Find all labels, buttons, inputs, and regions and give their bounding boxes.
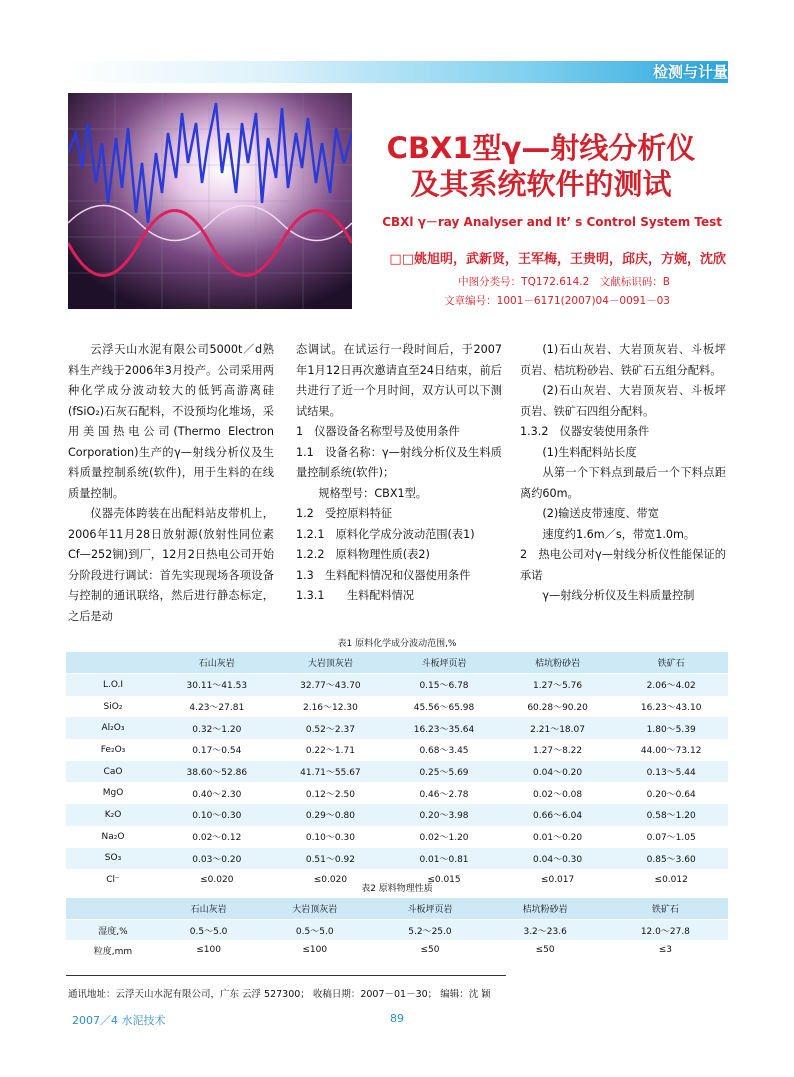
row-label: MgO xyxy=(66,782,160,804)
table-cell: ≤50 xyxy=(488,940,603,960)
table-cell: 5.2～25.0 xyxy=(372,920,487,941)
table-cell: ≤0.012 xyxy=(614,869,728,891)
table-cell: 12.0～27.8 xyxy=(603,920,728,941)
paragraph: 规格型号：CBX1型。 xyxy=(318,486,427,500)
classification-number: 中图分类号：TQ172.614.2 文献标识码：B xyxy=(458,276,670,288)
table1-chemical-composition xyxy=(66,652,728,891)
paragraph: 1.3.1 生料配料情况 xyxy=(296,589,414,602)
table2-physical-properties xyxy=(66,898,728,960)
table-cell: 2.06～4.02 xyxy=(614,674,728,696)
table-cell: 4.23～27.81 xyxy=(160,696,274,718)
table-cell: 1.27～8.22 xyxy=(501,739,615,761)
column-header: 石山灰岩 xyxy=(160,652,274,674)
table-cell: 16.23～43.10 xyxy=(614,696,728,718)
table-cell: 0.10～0.30 xyxy=(160,804,274,826)
table-cell: 1.80～5.39 xyxy=(614,717,728,739)
table-cell: ≤100 xyxy=(257,940,372,960)
table-row xyxy=(66,804,728,826)
paragraph: γ—射线分析仪及生料质量控制 xyxy=(542,589,695,602)
paragraph: 1 仪器设备名称型号及使用条件 xyxy=(296,425,460,438)
table-cell: 60.28～90.20 xyxy=(501,696,615,718)
table-cell: 0.10～0.30 xyxy=(274,826,388,848)
column-header: 大岩顶灰岩 xyxy=(257,898,372,920)
table-cell: 44.00～73.12 xyxy=(614,739,728,761)
column-header xyxy=(66,898,160,920)
table-cell: 0.20～3.98 xyxy=(387,804,501,826)
table1-caption: 表1 原料化学成分波动范围,% xyxy=(337,639,457,649)
row-label: 湿度,% xyxy=(66,920,160,941)
table-row xyxy=(66,826,728,848)
table-row xyxy=(66,761,728,783)
footnote: 通讯地址：云浮天山水泥有限公司，广东 云浮 527300； 收稿日期：2007－01－30； 编辑：沈 颖 xyxy=(68,989,491,1000)
hero-image xyxy=(68,93,352,309)
paragraph: 1.1 设备名称：γ—射线分析仪及生料质量控制系统(软件)； xyxy=(296,445,502,479)
paragraph: 仪器壳体跨装在出配料站皮带机上，2006年11月28日放射源(放射性同位素Cf—252锎)到厂，12月2日热电公司开始分阶段进行调试：首先实现现场各项设备与控制的通讯联络，然后进行静态标定，之后是动 xyxy=(68,507,274,623)
table-cell: 0.04～0.20 xyxy=(501,761,615,783)
column-header: 斗板坪页岩 xyxy=(372,898,487,920)
paragraph: 速度约1.6m／s，带宽1.0m。 xyxy=(542,527,696,541)
paragraph: 1.3.2 仪器安装使用条件 xyxy=(520,425,650,438)
page-number: 89 xyxy=(390,1012,404,1025)
column-header xyxy=(66,652,160,674)
column-header: 石山灰岩 xyxy=(160,898,257,920)
article-title xyxy=(356,130,726,202)
table-cell: 0.32～1.20 xyxy=(160,717,274,739)
paragraph: (1)石山灰岩、大岩顶灰岩、斗板坪页岩、桔坑粉砂岩、铁矿石五组分配料。 xyxy=(520,343,726,377)
row-label: Na₂O xyxy=(66,826,160,848)
section-tag: 检测与计量 xyxy=(652,63,728,81)
row-label: SiO₂ xyxy=(66,696,160,718)
table-cell: 0.13～5.44 xyxy=(614,761,728,783)
paragraph: 1.3 生料配料情况和仪器使用条件 xyxy=(296,568,471,582)
table-cell: 0.04～0.30 xyxy=(501,848,615,870)
table-row xyxy=(66,782,728,804)
table-cell: 0.12～2.50 xyxy=(274,782,388,804)
column-header: 铁矿石 xyxy=(614,652,728,674)
journal-issue: 2007／4 水泥技术 xyxy=(72,1014,166,1027)
paragraph: 态调试。在试运行一段时间后，于2007年1月12日再次邀请直至24日结束，前后共进行了近一个月时间，双方认可以下测试结果。 xyxy=(296,343,502,418)
title-line-1: CBX1型γ—射线分析仪 xyxy=(386,131,696,165)
table-cell: 0.58～1.20 xyxy=(614,804,728,826)
table-cell: 0.17～0.54 xyxy=(160,739,274,761)
row-label: Al₂O₃ xyxy=(66,717,160,739)
paragraph: 1.2 受控原料特征 xyxy=(296,507,393,520)
table-cell: 32.77～43.70 xyxy=(274,674,388,696)
table-cell: 0.01～0.20 xyxy=(501,826,615,848)
table-cell: ≤0.017 xyxy=(501,869,615,891)
title-line-2: 及其系统软件的测试 xyxy=(410,167,672,201)
table-cell: ≤0.020 xyxy=(274,869,388,891)
table-cell: ≤3 xyxy=(603,940,728,960)
table-row xyxy=(66,674,728,696)
article-number: 文章编号：1001－6171(2007)04－0091－03 xyxy=(444,295,670,307)
table-cell: 0.03～0.20 xyxy=(160,848,274,870)
table-row xyxy=(66,920,728,941)
body-column-3 xyxy=(520,340,726,607)
table-cell: 0.5～5.0 xyxy=(257,920,372,941)
paragraph: (2)输送皮带速度、带宽 xyxy=(542,507,659,520)
row-label: SO₃ xyxy=(66,848,160,870)
authors: □□姚旭明，武新贤，王军梅，王贵明，邱庆，方婉，沈欣 xyxy=(389,252,726,267)
paragraph: (1)生料配料站长度 xyxy=(542,445,637,459)
body-column-1 xyxy=(68,340,274,627)
table-cell: 0.20～0.64 xyxy=(614,782,728,804)
table-cell: 0.07～1.05 xyxy=(614,826,728,848)
table-cell: 0.85～3.60 xyxy=(614,848,728,870)
table-cell: 0.25～5.69 xyxy=(387,761,501,783)
body-column-2 xyxy=(296,340,502,607)
paragraph: 云浮天山水泥有限公司5000t／d熟料生产线于2006年3月投产。公司采用两种化学成分波动较大的低钙高游离硅(fSiO₂)石灰石配料，不设预均化堆场，采用美国热电公司(Thermo Electron Corporation)生产的γ—射线分析仪及生料质量控制系统(软件)，用于生料的在线质量控制。 xyxy=(68,343,274,500)
table-row xyxy=(66,848,728,870)
table-cell: ≤50 xyxy=(372,940,487,960)
table-cell: ≤100 xyxy=(160,940,257,960)
table-cell: 38.60～52.86 xyxy=(160,761,274,783)
table-cell: 0.52～2.37 xyxy=(274,717,388,739)
table-cell: 2.21～18.07 xyxy=(501,717,615,739)
table-cell: 0.40～2.30 xyxy=(160,782,274,804)
table-cell: 3.2～23.6 xyxy=(488,920,603,941)
table-cell: 0.46～2.78 xyxy=(387,782,501,804)
column-header: 桔坑粉砂岩 xyxy=(488,898,603,920)
table-cell: 2.16～12.30 xyxy=(274,696,388,718)
table-header-row xyxy=(66,652,728,674)
table-cell: 0.02～0.12 xyxy=(160,826,274,848)
table-cell: 30.11～41.53 xyxy=(160,674,274,696)
table-cell: 0.01～0.81 xyxy=(387,848,501,870)
row-label: 粒度,mm xyxy=(66,940,160,960)
table-row xyxy=(66,717,728,739)
paragraph: 1.2.2 原料物理性质(表2) xyxy=(296,548,430,561)
english-title: CBXl γ－ray Analyser and It’ s Control System Test xyxy=(382,215,722,229)
footnote-divider xyxy=(66,975,506,976)
table-cell: 0.29～0.80 xyxy=(274,804,388,826)
table-cell: 0.02～0.08 xyxy=(501,782,615,804)
table-cell: 41.71～55.67 xyxy=(274,761,388,783)
table-cell: 0.02～1.20 xyxy=(387,826,501,848)
table-cell: 16.23～35.64 xyxy=(387,717,501,739)
waveform-illustration xyxy=(68,93,352,309)
table-cell: 0.22～1.71 xyxy=(274,739,388,761)
paragraph: 从第一个下料点到最后一个下料点距离约60m。 xyxy=(520,466,726,500)
paragraph: 2 热电公司对γ—射线分析仪性能保证的承诺 xyxy=(520,548,726,582)
table-row xyxy=(66,739,728,761)
table-cell: 0.68～3.45 xyxy=(387,739,501,761)
row-label: K₂O xyxy=(66,804,160,826)
row-label: Fe₂O₃ xyxy=(66,739,160,761)
table-cell: ≤0.015 xyxy=(387,869,501,891)
table-cell: 0.15～6.78 xyxy=(387,674,501,696)
paragraph: (2)石山灰岩、大岩顶灰岩、斗板坪页岩、铁矿石四组分配料。 xyxy=(520,384,726,418)
section-header-band xyxy=(66,61,728,83)
table-cell: 0.5～5.0 xyxy=(160,920,257,941)
table-row xyxy=(66,940,728,960)
table-cell: ≤0.020 xyxy=(160,869,274,891)
table-cell: 1.27～5.76 xyxy=(501,674,615,696)
column-header: 桔坑粉砂岩 xyxy=(501,652,615,674)
row-label: CaO xyxy=(66,761,160,783)
column-header: 斗板坪页岩 xyxy=(387,652,501,674)
table-cell: 0.51～0.92 xyxy=(274,848,388,870)
column-header: 大岩顶灰岩 xyxy=(274,652,388,674)
row-label: Cl⁻ xyxy=(66,869,160,891)
table-cell: 0.66～6.04 xyxy=(501,804,615,826)
table2-caption: 表2 原料物理性质 xyxy=(361,884,433,894)
row-label: L.O.I xyxy=(66,674,160,696)
table-cell: 45.56～65.98 xyxy=(387,696,501,718)
table-row xyxy=(66,696,728,718)
table-header-row xyxy=(66,898,728,920)
column-header: 铁矿石 xyxy=(603,898,728,920)
paragraph: 1.2.1 原料化学成分波动范围(表1) xyxy=(296,527,475,541)
